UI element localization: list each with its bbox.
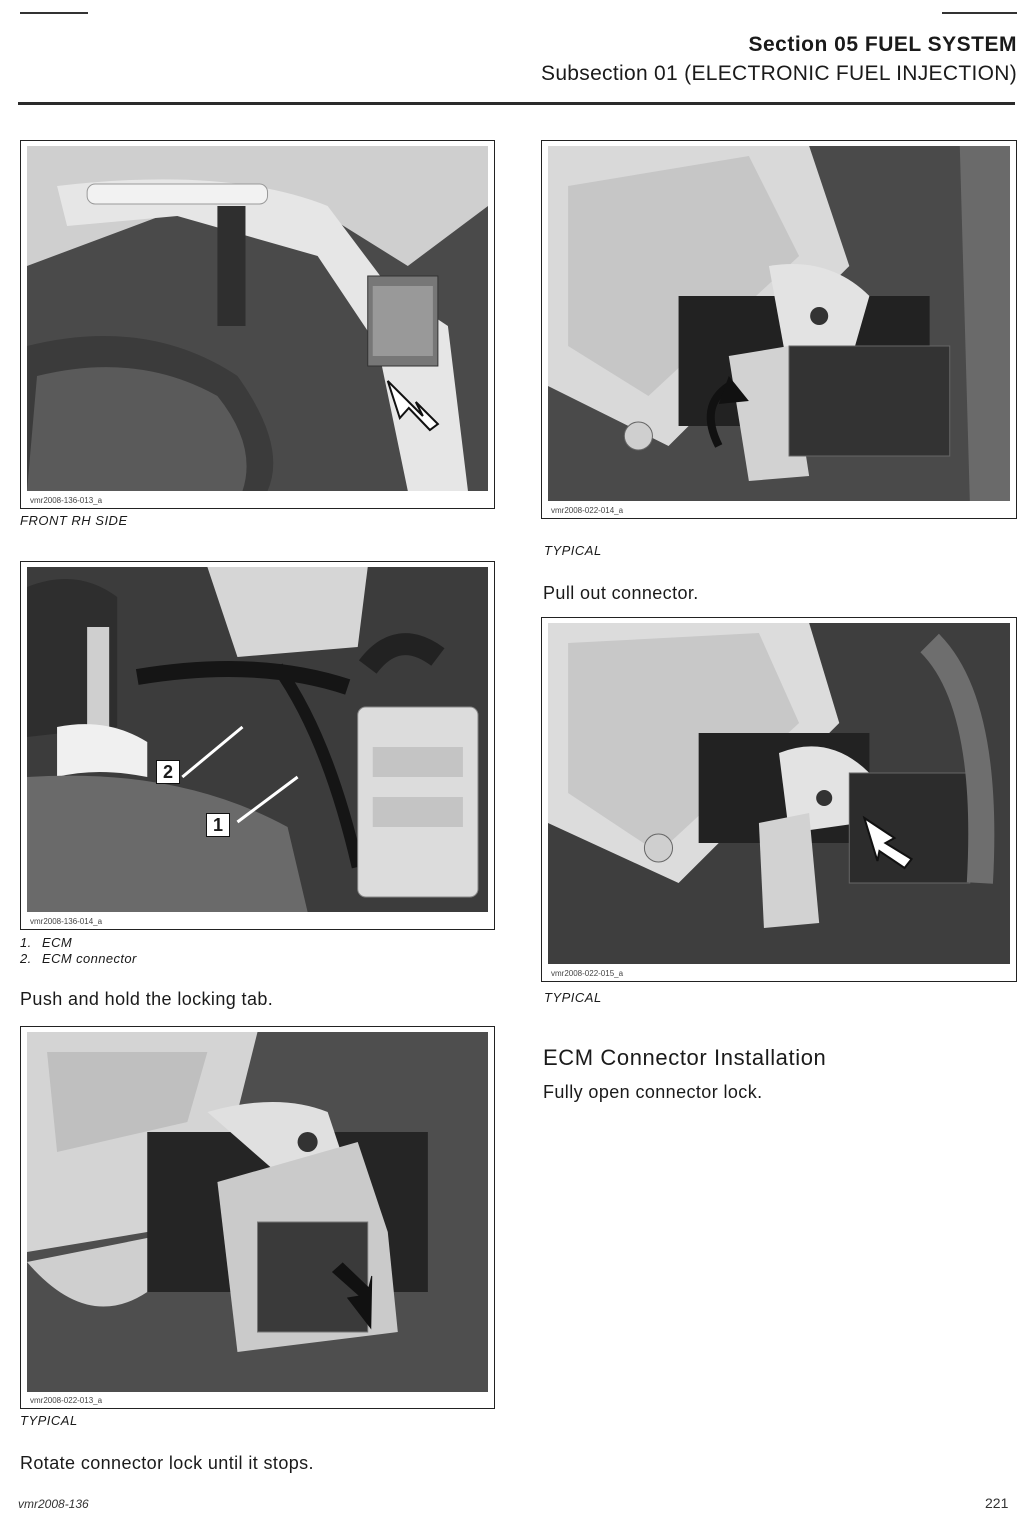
photo-ecm bbox=[27, 567, 488, 912]
text-fully-open: Fully open connector lock. bbox=[543, 1082, 763, 1102]
figure-code: vmr2008-022-014_a bbox=[551, 506, 624, 515]
caption-typical-2: TYPICAL bbox=[544, 990, 602, 1005]
legend-item-2 bbox=[20, 951, 137, 966]
text-push-hold: Push and hold the locking tab. bbox=[20, 989, 274, 1009]
photo-locking-tab bbox=[27, 1032, 488, 1392]
figure-typical-2 bbox=[541, 617, 1017, 982]
photo-typical-1 bbox=[548, 146, 1010, 501]
legend-num: 1. bbox=[20, 935, 32, 950]
callout-2: 2 bbox=[156, 760, 180, 784]
caption-typical-1: TYPICAL bbox=[544, 543, 602, 558]
caption-front-rh-side: FRONT RH SIDE bbox=[20, 513, 128, 528]
text-pull-out: Pull out connector. bbox=[543, 583, 699, 603]
photo-typical-2 bbox=[548, 623, 1010, 964]
figure-front-rh-side bbox=[20, 140, 495, 509]
section-title: Section 05 FUEL SYSTEM bbox=[748, 33, 1017, 56]
top-left-bar bbox=[20, 12, 88, 14]
figure-code: vmr2008-136-013_a bbox=[30, 496, 103, 505]
text-rotate: Rotate connector lock until it stops. bbox=[20, 1453, 314, 1473]
callout-1: 1 bbox=[206, 813, 230, 837]
figure-code: vmr2008-022-013_a bbox=[30, 1396, 103, 1405]
footer-doc-code: vmr2008-136 bbox=[18, 1497, 89, 1511]
figure-ecm bbox=[20, 561, 495, 930]
page-number: 221 bbox=[985, 1495, 1009, 1511]
top-right-bar bbox=[942, 12, 1017, 14]
legend-item-1 bbox=[20, 935, 72, 950]
figure-code: vmr2008-022-015_a bbox=[551, 969, 624, 978]
header-rule bbox=[18, 102, 1015, 105]
legend-text: ECM bbox=[42, 935, 73, 950]
caption-locking-tab: TYPICAL bbox=[20, 1413, 78, 1428]
figure-code: vmr2008-136-014_a bbox=[30, 917, 103, 926]
section-heading-installation: ECM Connector Installation bbox=[543, 1045, 827, 1070]
subsection-title: Subsection 01 (ELECTRONIC FUEL INJECTION) bbox=[541, 62, 1017, 85]
photo-front-rh-side bbox=[27, 146, 488, 491]
legend-num: 2. bbox=[20, 951, 32, 966]
figure-locking-tab bbox=[20, 1026, 495, 1409]
legend-text: ECM connector bbox=[42, 951, 137, 966]
figure-typical-1 bbox=[541, 140, 1017, 519]
